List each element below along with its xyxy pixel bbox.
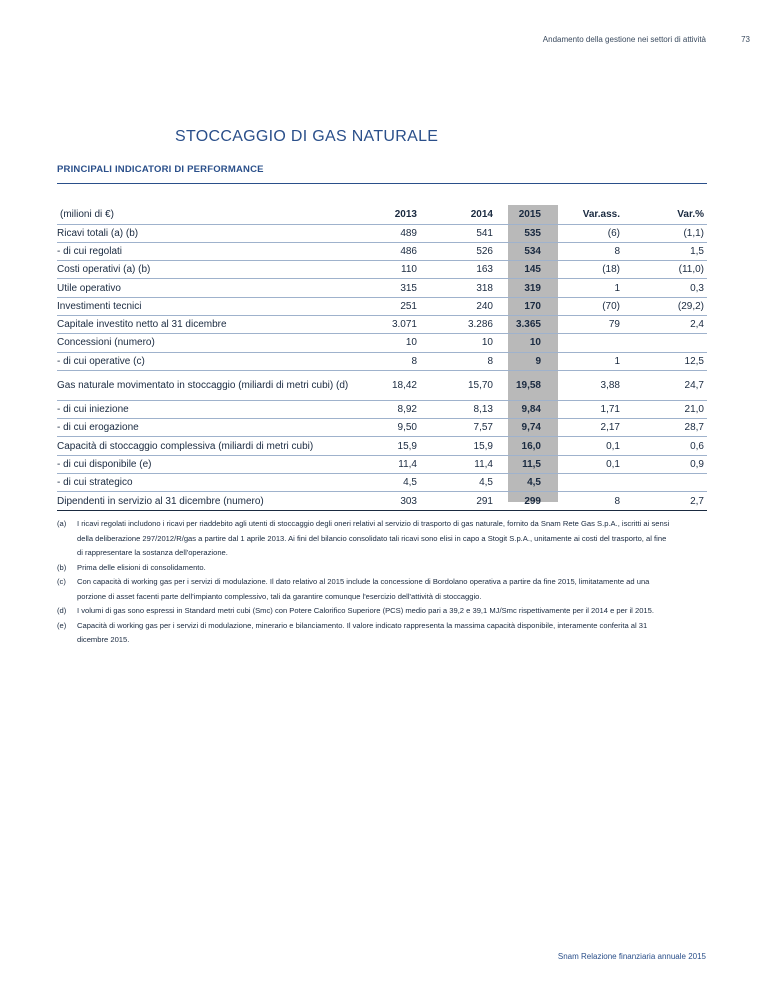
row-label: Capacità di stoccaggio complessiva (miliardi di metri cubi) (57, 437, 368, 455)
value-2015: 534 (496, 242, 551, 260)
value-2014: 240 (420, 297, 496, 315)
performance-table (57, 205, 707, 511)
row-label: Concessioni (numero) (57, 334, 368, 352)
value-2015: 4,5 (496, 474, 551, 492)
table-row (57, 297, 707, 315)
value-2014: 4,5 (420, 474, 496, 492)
value-2014: 8,13 (420, 400, 496, 418)
footnote (57, 517, 672, 561)
value-var-pct (623, 334, 707, 352)
value-2013: 8,92 (368, 400, 420, 418)
page-footer: Snam Relazione finanziaria annuale 2015 (557, 952, 706, 961)
row-label: Investimenti tecnici (57, 297, 368, 315)
value-2013: 18,42 (368, 370, 420, 400)
footnote-key: (e) (57, 620, 67, 630)
table-row (57, 419, 707, 437)
value-2015: 535 (496, 224, 551, 242)
value-var-ass: 3,88 (551, 370, 623, 400)
value-var-ass: 1 (551, 279, 623, 297)
row-label: Gas naturale movimentato in stoccaggio (miliardi di metri cubi) (d) (57, 370, 368, 400)
running-head: Andamento della gestione nei settori di attività (542, 35, 706, 44)
value-2014: 10 (420, 334, 496, 352)
value-var-ass: 1 (551, 352, 623, 370)
value-2015: 319 (496, 279, 551, 297)
footnote (57, 575, 672, 604)
section-title: STOCCAGGIO DI GAS NATURALE (175, 128, 439, 145)
value-var-ass: 0,1 (551, 455, 623, 473)
value-2013: 486 (368, 242, 420, 260)
value-var-pct: (29,2) (623, 297, 707, 315)
footnote-key: (a) (57, 519, 67, 528)
row-label: - di cui erogazione (57, 419, 368, 437)
table-row (57, 315, 707, 333)
value-var-ass: 79 (551, 315, 623, 333)
value-2015: 299 (496, 492, 551, 510)
value-2013: 3.071 (368, 315, 420, 333)
value-2014: 15,9 (420, 437, 496, 455)
table-row (57, 437, 707, 455)
row-label: - di cui disponibile (e) (57, 455, 368, 473)
row-label: Utile operativo (57, 279, 368, 297)
value-2013: 315 (368, 279, 420, 297)
section-subtitle: PRINCIPALI INDICATORI DI PERFORMANCE (57, 164, 264, 175)
table-row (57, 352, 707, 370)
row-label: - di cui iniezione (57, 400, 368, 418)
footnote-text: Capacità di working gas per i servizi di modulazione, minerario e bilanciamento. Il valore indicato rappresenta la massima capacità disponibile, interamente conferita al 31 dicembre 2015. (77, 620, 648, 644)
value-2015: 11,5 (496, 455, 551, 473)
value-var-pct (623, 474, 707, 492)
value-var-pct: 28,7 (623, 419, 707, 437)
value-var-pct: 12,5 (623, 352, 707, 370)
value-var-pct: (1,1) (623, 224, 707, 242)
footnote-text: Con capacità di working gas per i servizi di modulazione. Il dato relativo al 2015 include la concessione di Bordolano operativa a partire da fine 2015, limitatamente ad una porzione di asset facenti parte dell'impianto complessivo, tali da garantire comunque l'esercizio dell'attività di stoccaggio. (77, 577, 650, 601)
page-number: 73 (741, 35, 750, 44)
value-2014: 11,4 (420, 455, 496, 473)
value-var-ass: (6) (551, 224, 623, 242)
value-2013: 110 (368, 261, 420, 279)
value-var-ass: 0,1 (551, 437, 623, 455)
column-header-var-pct: Var.% (623, 205, 707, 224)
value-2015: 170 (496, 297, 551, 315)
value-var-ass: 1,71 (551, 400, 623, 418)
table-row (57, 492, 707, 510)
value-var-ass: 2,17 (551, 419, 623, 437)
value-2013: 8 (368, 352, 420, 370)
column-header-2014: 2014 (420, 205, 496, 224)
row-label: Ricavi totali (a) (b) (57, 224, 368, 242)
value-2014: 3.286 (420, 315, 496, 333)
table-row (57, 279, 707, 297)
value-2014: 8 (420, 352, 496, 370)
table-row (57, 474, 707, 492)
value-var-ass: (70) (551, 297, 623, 315)
value-2014: 291 (420, 492, 496, 510)
row-label: Dipendenti in servizio al 31 dicembre (numero) (57, 492, 368, 510)
table-row (57, 242, 707, 260)
footnote-text: I volumi di gas sono espressi in Standard metri cubi (Smc) con Potere Calorifico Superiore (PCS) medio pari a 39,2 e 39,1 MJ/Smc rispettivamente per il 2014 e per il 2015. (77, 606, 654, 615)
value-2013: 303 (368, 492, 420, 510)
value-2013: 4,5 (368, 474, 420, 492)
value-2013: 251 (368, 297, 420, 315)
value-var-pct: 0,3 (623, 279, 707, 297)
table-row (57, 261, 707, 279)
row-label: - di cui regolati (57, 242, 368, 260)
value-2014: 541 (420, 224, 496, 242)
table-header-row (57, 205, 707, 224)
table-row (57, 400, 707, 418)
column-header-2015: 2015 (496, 205, 551, 224)
subtitle-divider (57, 183, 707, 184)
footnote-key: (b) (57, 562, 67, 572)
value-var-pct: 0,9 (623, 455, 707, 473)
value-var-pct: 24,7 (623, 370, 707, 400)
value-2013: 10 (368, 334, 420, 352)
footnote-text: I ricavi regolati includono i ricavi per riaddebito agli utenti di stoccaggio degli oneri relativi al servizio di trasporto di gas naturale, fornito da Snam Rete Gas S.p.A., iscritti ai sensi della deliberazione 297/2012/R/gas a partire dal 1 aprile 2013. Ai fini del bilancio consolidato tali ricavi sono elisi in capo a Stogit S.p.A., unitamente ai costi del trasporto, al fine di rappresentare la sostanza dell'operazione. (77, 519, 670, 557)
value-2015: 19,58 (496, 370, 551, 400)
row-label: Capitale investito netto al 31 dicembre (57, 315, 368, 333)
value-2014: 7,57 (420, 419, 496, 437)
footnote-key: (d) (57, 606, 67, 615)
value-var-pct: 1,5 (623, 242, 707, 260)
value-2015: 10 (496, 334, 551, 352)
column-header-2013: 2013 (368, 205, 420, 224)
table-row (57, 224, 707, 242)
table-row (57, 455, 707, 473)
footnote (57, 604, 672, 619)
value-var-ass: 8 (551, 242, 623, 260)
value-2014: 318 (420, 279, 496, 297)
value-2014: 163 (420, 261, 496, 279)
footnote-text: Prima delle elisioni di consolidamento. (77, 562, 206, 572)
value-var-ass: (18) (551, 261, 623, 279)
value-var-pct: 2,4 (623, 315, 707, 333)
value-2015: 9,84 (496, 400, 551, 418)
value-var-pct: 2,7 (623, 492, 707, 510)
value-2013: 9,50 (368, 419, 420, 437)
value-var-pct: 0,6 (623, 437, 707, 455)
value-2014: 526 (420, 242, 496, 260)
value-2015: 16,0 (496, 437, 551, 455)
row-label: - di cui operative (c) (57, 352, 368, 370)
column-header-var-ass: Var.ass. (551, 205, 623, 224)
value-var-ass (551, 474, 623, 492)
table-row (57, 370, 707, 400)
table-body (57, 224, 707, 510)
value-var-pct: (11,0) (623, 261, 707, 279)
row-label: Costi operativi (a) (b) (57, 261, 368, 279)
value-var-ass (551, 334, 623, 352)
footnote (57, 619, 672, 648)
column-header-unit: (milioni di €) (57, 205, 368, 224)
value-2015: 9,74 (496, 419, 551, 437)
value-var-pct: 21,0 (623, 400, 707, 418)
value-2013: 489 (368, 224, 420, 242)
value-var-ass: 8 (551, 492, 623, 510)
value-2014: 15,70 (420, 370, 496, 400)
value-2015: 145 (496, 261, 551, 279)
value-2015: 9 (496, 352, 551, 370)
table-row (57, 334, 707, 352)
row-label: - di cui strategico (57, 474, 368, 492)
footnote (57, 561, 672, 576)
value-2015: 3.365 (496, 315, 551, 333)
footnotes (57, 517, 672, 648)
value-2013: 15,9 (368, 437, 420, 455)
value-2013: 11,4 (368, 455, 420, 473)
footnote-key: (c) (57, 577, 66, 586)
